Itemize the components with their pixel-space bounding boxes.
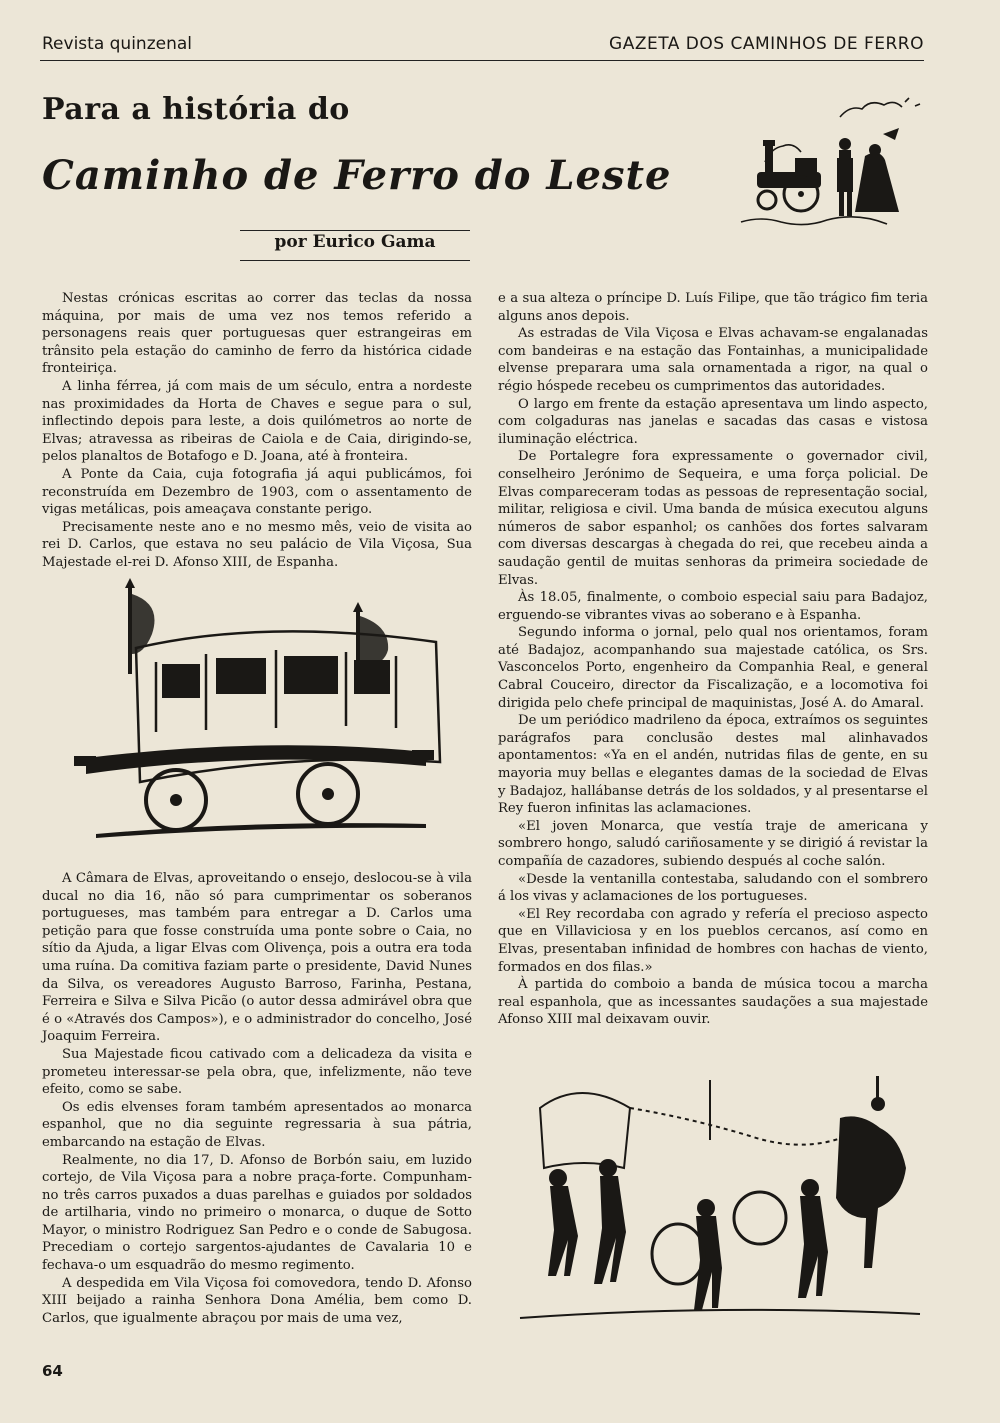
paragraph: À partida do comboio a banda de música tocou a marcha real espanhola, que as incessantes saudações a sua majestade Afonso XIII mal deixavam ouvir. xyxy=(498,977,928,1028)
header-rule xyxy=(40,60,924,61)
royal-carriage-illustration xyxy=(66,578,458,848)
byline: por Eurico Gama xyxy=(274,232,436,252)
paragraph: «Desde la ventanilla contestaba, saludando con el sombrero á los vivas y aclamaciones de los portugueses. xyxy=(498,871,928,905)
paragraph: A Ponte da Caia, cuja fotografia já aqui publicámos, foi reconstruída em Dezembro de 1903, com o assentamento de vigas metálicas, pois ameaçava constante perigo. xyxy=(42,466,472,518)
paragraph: Os edis elvenses foram também apresentados ao monarca espanhol, que no dia seguinte regressaria à sua pátria, embarcando na estação de Elvas. xyxy=(42,1099,472,1150)
left-column-bottom xyxy=(42,870,472,1327)
paragraph: De Portalegre fora expressamente o governador civil, conselheiro Jerónimo de Sequeira, e uma força policial. De Elvas compareceram todas as pessoas de representação social, militar, religiosa e civil. Uma banda de música executou alguns números de sabor espanhol; os canhões dos fortes salvaram com diversas descargas à chegada do rei, que recebeu ainda a saudação gentil de muitas senhoras da primeira sociedade de Elvas. xyxy=(498,449,928,588)
paragraph: Sua Majestade ficou cativado com a delicadeza da visita e prometeu interessar-se pela obra, que, infelizmente, não teve efeito, como se sabe. xyxy=(42,1046,472,1098)
byline-rule-bottom xyxy=(240,260,470,261)
paragraph: e a sua alteza o príncipe D. Luís Filipe, que tão trágico fim teria alguns anos depois. xyxy=(498,291,928,324)
page-header-left: Revista quinzenal xyxy=(42,34,192,54)
paragraph: Às 18.05, finalmente, o comboio especial saiu para Badajoz, erguendo-se vibrantes vivas ao soberano e à Espanha. xyxy=(498,590,928,623)
paragraph: A despedida em Vila Viçosa foi comovedora, tendo D. Afonso XIII beijado a rainha Senhora Dona Amélia, bem como D. Carlos, que igualmente abraçou por mais de uma vez, xyxy=(42,1275,472,1326)
page-number: 64 xyxy=(42,1362,63,1380)
paragraph: As estradas de Vila Viçosa e Elvas achavam-se engalanadas com bandeiras e na estação das Fontainhas, a municipalidade elvense preparara uma sala ornamentada a rigor, na qual o régio hóspede recebeu os cumprimentos das autoridades. xyxy=(498,326,928,394)
paragraph: A linha férrea, já com mais de um século, entra a nordeste nas proximidades da Horta de Chaves e segue para o sul, inflectindo depois para leste, a dois quilómetros ao norte de Elvas; atravessa as ribeiras de Caiola e de Caia, dirigindo-se, pelos planaltos de Botafogo e D. Joana, até à fronteira. xyxy=(42,378,472,465)
title-line-1: Para a história do xyxy=(42,92,350,127)
title-line-2: Caminho de Ferro do Leste xyxy=(42,152,672,199)
paragraph: «El joven Monarca, que vestía traje de americana y sombrero hongo, saludó cariñosamente y se dirigió á revistar la compañía de cazadores, subiendo después al coche salón. xyxy=(498,818,928,869)
page-header-right: GAZETA DOS CAMINHOS DE FERRO xyxy=(609,34,924,54)
byline-rule-top xyxy=(240,230,470,231)
paragraph: Segundo informa o jornal, pelo qual nos orientamos, foram até Badajoz, acompanhando sua majestade católica, os Srs. Vasconcelos Porto, engenheiro da Companhia Real, e general Cabral Couceiro, director da Fiscalização, e a locomotiva foi dirigida pelo chefe principal de maquinistas, José A. do Amaral. xyxy=(498,625,928,711)
right-column xyxy=(498,290,928,1029)
left-column-top xyxy=(42,290,472,572)
paragraph: De um periódico madrileno da época, extraímos os seguintes parágrafos para conclusão destes mal alinhavados apontamentos: «Ya en el andén, nutridas filas de gente, en su mayoria muy bellas e elegantes damas de la sociedad de Elvas y Badajoz, hallábanse detrás de los soldados, y al presentarse el Rey fueron infinitas las aclamaciones. xyxy=(498,713,928,817)
locomotive-illustration xyxy=(735,92,935,242)
paragraph: Realmente, no dia 17, D. Afonso de Borbón saiu, em luzido cortejo, de Vila Viçosa para a nobre praça-forte. Compunham-no três carros puxados a duas parelhas e guiados por soldados de artilharia, vindo no primeiro o monarca, o duque de Sotto Mayor, o ministro Rodriguez San Pedro e o conde de Sabugosa. Precediam o cortejo sargentos-ajudantes de Cavalaria 10 e fechava-o um esquadrão do mesmo regimento. xyxy=(42,1152,472,1274)
paragraph: «El Rey recordaba con agrado y refería el precioso aspecto que en Villaviciosa y en los pueblos cercanos, así como en Elvas, presentaban infinidad de hombres con hachas de viento, formados en dos filas.» xyxy=(498,906,928,975)
paragraph: Nestas crónicas escritas ao correr das teclas da nossa máquina, por mais de uma vez nos temos referido a personagens reais quer portuguesas quer estrangeiras em trânsito pela estação do caminho de ferro da histórica cidade fronteiriça. xyxy=(42,291,472,377)
marching-band-illustration xyxy=(510,1068,930,1328)
paragraph: A Câmara de Elvas, aproveitando o ensejo, deslocou-se à vila ducal no dia 16, não só para cumprimentar os soberanos portugueses, mas também para entregar a D. Carlos uma petição para que fosse construída uma ponte sobre o Caia, no sítio da Ajuda, a ligar Elvas com Olivença, pois a outra era toda uma ruína. Da comitiva faziam parte o presidente, David Nunes da Silva, os vereadores Augusto Barroso, Farinha, Pestana, Ferreira e Silva e Silva Picão (o autor dessa admirável obra que é o «Através dos Campos»), e o administrador do concelho, José Joaquim Ferreira. xyxy=(42,871,472,1045)
paragraph: Precisamente neste ano e no mesmo mês, veio de visita ao rei D. Carlos, que estava no seu palácio de Vila Viçosa, Sua Majestade el-rei D. Afonso XIII, de Espanha. xyxy=(42,519,472,570)
paragraph: O largo em frente da estação apresentava um lindo aspecto, com colgaduras nas janelas e sacadas das casas e vistosa iluminação eléctrica. xyxy=(498,396,928,447)
